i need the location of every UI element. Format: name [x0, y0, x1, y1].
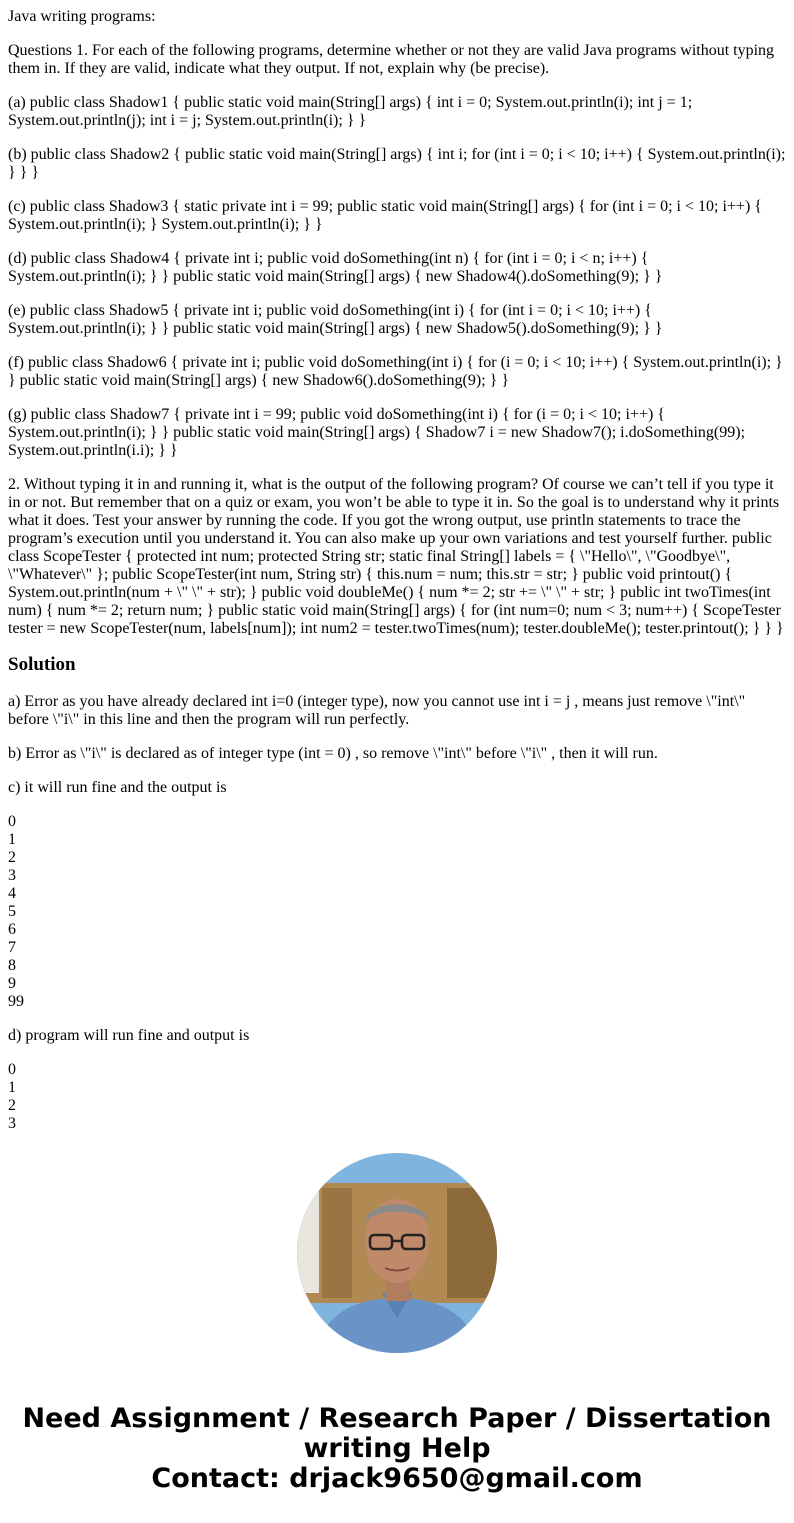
- output-line: 1: [8, 831, 16, 848]
- banner-line-2: writing Help: [303, 1433, 491, 1464]
- output-line: 7: [8, 939, 16, 956]
- output-line: 0: [8, 813, 16, 830]
- solution-c: c) it will run fine and the output is: [8, 779, 227, 796]
- question-b: (b) public class Shadow2 { public static void main(String[] args) { int i; for (int i = 0; i < 10; i++) { System.out.println(i); } } }: [8, 146, 786, 181]
- document-content: [8, 8, 788, 1132]
- question-e: (e) public class Shadow5 { private int i; public void doSomething(int i) { for (int i = 0; i < 10; i++) { System.out.println(i); } } public static void main(String[] args) { new Shadow5().doSomething(9); } }: [8, 302, 663, 337]
- question-c: (c) public class Shadow3 { static private int i = 99; public static void main(String[] args) { for (int i = 0; i < 10; i++) { System.out.println(i); } System.out.println(i); } }: [8, 198, 762, 233]
- solution-d: d) program will run fine and output is: [8, 1027, 250, 1044]
- solution-c-output: [8, 813, 788, 1011]
- output-line: 2: [8, 1097, 16, 1114]
- solution-heading: Solution: [8, 654, 76, 675]
- banner-line-1: Need Assignment / Research Paper / Dissertation: [22, 1403, 772, 1434]
- output-line: 0: [8, 1061, 16, 1078]
- output-line: 6: [8, 921, 16, 938]
- output-line: 5: [8, 903, 16, 920]
- question-d: (d) public class Shadow4 { private int i; public void doSomething(int n) { for (int i = 0; i < n; i++) { System.out.println(i); } } public static void main(String[] args) { new Shadow4().doSomething(9); } }: [8, 250, 663, 285]
- avatar: [297, 1153, 497, 1353]
- question-f: (f) public class Shadow6 { private int i; public void doSomething(int i) { for (i = 0; i < 10; i++) { System.out.println(i); } } public static void main(String[] args) { new Shadow6().doSomething(9); } }: [8, 354, 783, 389]
- solution-d-output: [8, 1061, 788, 1133]
- solution-b: b) Error as \"i\" is declared as of integer type (int = 0) , so remove \"int\" before \"i\" , then it will run.: [8, 745, 658, 762]
- output-line: 2: [8, 849, 16, 866]
- document-heading: Java writing programs:: [8, 8, 156, 25]
- avatar-photo: [297, 1153, 497, 1353]
- output-line: 99: [8, 993, 24, 1010]
- questions-intro: Questions 1. For each of the following programs, determine whether or not they are valid Java programs without typing them in. If they are valid, indicate what they output. If not, explain why (be precise).: [8, 42, 775, 77]
- contact-banner: [0, 1404, 794, 1494]
- output-line: 4: [8, 885, 16, 902]
- output-line: 3: [8, 867, 16, 884]
- question-g: (g) public class Shadow7 { private int i = 99; public void doSomething(int i) { for (i = 0; i < 10; i++) { System.out.println(i); } } public static void main(String[] args) { Shadow7 i = new Shadow7(); i.doSomething(99); System.out.println(i.i); } }: [8, 406, 746, 459]
- question-2: 2. Without typing it in and running it, what is the output of the following program? Of course we can’t tell if you type it in or not. But remember that on a quiz or exam, you won’t be able to type it in. So the goal is to understand why it prints what it does. Test your answer by running the code. If you got the wrong output, use println statements to trace the program’s execution until you understand it. You can also make up your own variations and test yourself further. public class ScopeTester { protected int num; protected String str; static final String[] labels = { \"Hello\", \"Goodbye\", \"Whatever\" }; public ScopeTester(int num, String str) { this.num = num; this.str = str; } public void printout() { System.out.println(num + \" \" + str); } public void doubleMe() { num *= 2; str += \" \" + str; } public int twoTimes(int num) { num *= 2; return num; } public static void main(String[] args) { for (int num=0; num < 3; num++) { ScopeTester tester = new ScopeTester(num, labels[num]); int num2 = tester.twoTimes(num); tester.doubleMe(); tester.printout(); } } }: [8, 476, 784, 637]
- banner-line-3: Contact: drjack9650@gmail.com: [151, 1463, 643, 1494]
- output-line: 1: [8, 1079, 16, 1096]
- solution-a: a) Error as you have already declared int i=0 (integer type), now you cannot use int i = j , means just remove \"int\" before \"i\" in this line and then the program will run perfectly.: [8, 693, 746, 728]
- output-line: 3: [8, 1115, 16, 1132]
- output-line: 8: [8, 957, 16, 974]
- question-a: (a) public class Shadow1 { public static void main(String[] args) { int i = 0; System.out.println(i); int j = 1; System.out.println(j); int i = j; System.out.println(i); } }: [8, 94, 693, 129]
- output-line: 9: [8, 975, 16, 992]
